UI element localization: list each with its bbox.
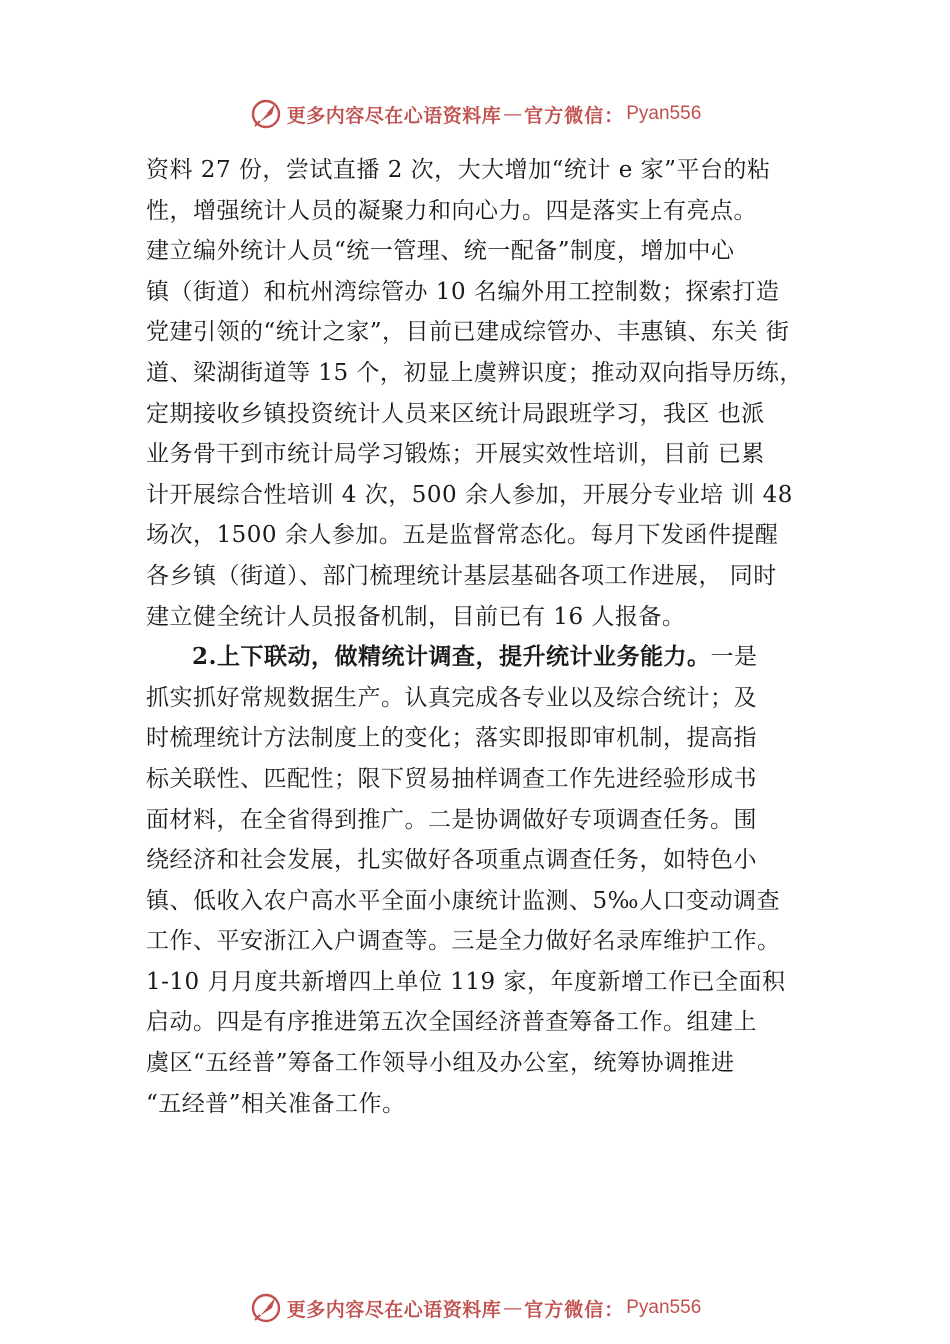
body-line: 工作、平安浙江入户调查等。三是全力做好名录库维护工作。 — [146, 928, 781, 955]
body-line: 1-10 月月度共新增四上单位 119 家，年度新增工作已全面积 — [146, 968, 786, 995]
body-line: 党建引领的“统计之家”，目前已建成综管办、丰惠镇、东关 街 — [146, 319, 790, 346]
header-wechat-id: Pyan556 — [626, 103, 702, 124]
section-2-first-tail: 一是 — [710, 644, 758, 671]
footer-wechat-label: 官方微信： — [524, 1298, 625, 1321]
header-wechat-label: 官方微信： — [524, 104, 625, 127]
body-line: 性，增强统计人员的凝聚力和向心力。四是落实上有亮点。 — [146, 197, 757, 224]
body-line: 启动。四是有序推进第五次全国经济普查筹备工作。组建上 — [146, 1009, 757, 1036]
body-line: “五经普”相关准备工作。 — [146, 1090, 406, 1117]
quill-logo-icon — [249, 97, 283, 131]
document-body — [146, 150, 836, 1124]
footer-brand-text: 更多内容尽在心语资料库 — [286, 1298, 502, 1321]
body-line: 业务骨干到市统计局学习锻炼；开展实效性培训，目前 已累 — [146, 441, 765, 468]
header-watermark — [0, 94, 950, 134]
body-line: 建立健全统计人员报备机制，目前已有 16 人报备。 — [146, 603, 686, 630]
body-line: 标关联性、匹配性；限下贸易抽样调查工作先进经验形成书 — [146, 765, 757, 792]
body-line: 时梳理统计方法制度上的变化；落实即报即审机制，提高指 — [146, 725, 757, 752]
body-line: 定期接收乡镇投资统计人员来区统计局跟班学习，我区 也派 — [146, 400, 765, 427]
body-line: 场次，1500 余人参加。五是监督常态化。每月下发函件提醒 — [146, 522, 779, 549]
body-line: 虞区“五经普”筹备工作领导小组及办公室，统筹协调推进 — [146, 1050, 735, 1077]
section-2-first-line — [146, 637, 836, 678]
body-line: 镇（街道）和杭州湾综管办 10 名编外用工控制数；探索打造 — [146, 278, 780, 305]
body-line: 道、梁湖街道等 15 个，初显上虞辨识度；推动双向指导历练， — [146, 359, 803, 386]
header-brand-text: 更多内容尽在心语资料库 — [286, 104, 502, 127]
body-line: 面材料，在全省得到推广。二是协调做好专项调查任务。围 — [146, 806, 757, 833]
body-line: 镇、低收入农户高水平全面小康统计监测、5‰人口变动调查 — [146, 887, 780, 914]
body-line: 资料 27 份，尝试直播 2 次，大大增加“统计 e 家”平台的粘 — [146, 157, 771, 183]
body-line: 绕经济和社会发展，扎实做好各项重点调查任务，如特色小 — [146, 847, 757, 874]
quill-logo-icon — [249, 1291, 283, 1325]
section-2-heading: 2.上下联动，做精统计调查，提升统计业务能力。 — [192, 643, 711, 671]
header-separator: — — [503, 103, 523, 125]
body-line: 计开展综合性培训 4 次，500 余人参加，开展分专业培 训 48 — [146, 481, 793, 508]
body-line: 抓实抓好常规数据生产。认真完成各专业以及综合统计；及 — [146, 684, 757, 711]
footer-watermark — [0, 1288, 950, 1328]
body-line: 各乡镇（街道）、部门梳理统计基层基础各项工作进展， 同时 — [146, 562, 777, 589]
footer-separator: — — [503, 1297, 523, 1319]
body-line: 建立编外统计人员“统一管理、统一配备”制度，增加中心 — [146, 238, 735, 265]
footer-wechat-id: Pyan556 — [626, 1297, 702, 1318]
